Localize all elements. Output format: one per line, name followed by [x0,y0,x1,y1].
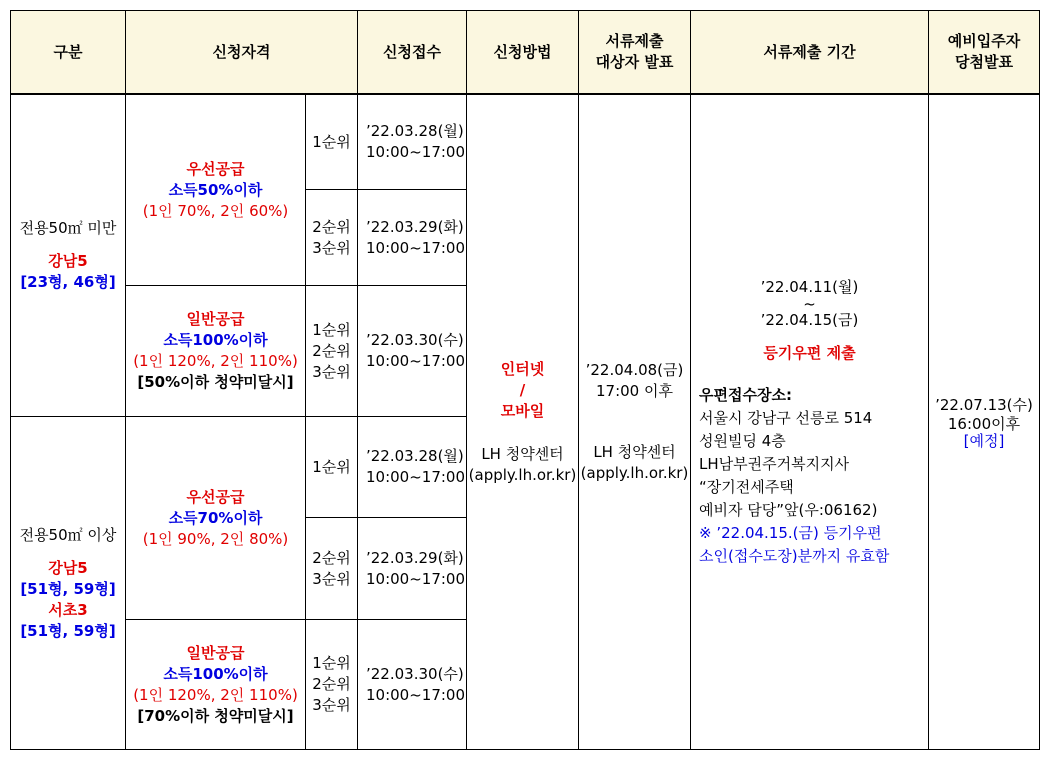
reception-date: ’22.03.30(수) [366,331,464,349]
rank-label: 2순위 [312,341,351,360]
doc-period-addr2: 성원빌딩 4층 [699,431,786,450]
group2-general-note: (1인 120%, 2인 110%) [133,685,298,704]
header-doc-target-line1: 서류제출 [605,32,664,50]
column-divider-line [578,10,579,750]
group-divider-line [10,416,467,417]
doc-period-start: ’22.04.11(월) [760,277,859,296]
rank-divider-line [306,517,467,518]
method-mobile: 모바일 [500,401,545,420]
method-cell [467,95,578,749]
header-doc-period-label: 서류제출 기간 [763,42,856,61]
group1-general-cell [126,286,305,416]
header-reception [358,11,466,93]
row-divider-line [126,619,467,620]
header-eligibility [126,11,357,93]
header-doc-period [691,11,928,93]
row-divider-line [126,285,467,286]
reception-time: 10:00~17:00 [366,569,466,588]
winner-date: ’22.07.13(수) [935,395,1033,414]
method-center: LH 청약센터 [481,444,564,463]
winner-status: [예정] [963,431,1005,450]
group1-priority-rank1 [306,95,357,189]
doc-period-end: ’22.04.15(금) [760,310,859,329]
reception-time: 10:00~17:00 [366,143,466,161]
doc-period-place-label: 우편접수장소: [699,385,792,404]
winner-time: 16:00이후 [947,414,1021,433]
doc-target-time: 17:00 이후 [596,382,673,400]
group1-types: [23형, 46형] [20,273,116,291]
reception-date: ’22.03.29(화) [366,548,464,567]
method-url: (apply.lh.or.kr) [468,465,577,484]
group1-priority-cell [126,95,305,285]
doc-period-addr5: 예비자 담당”앞(우:06162) [699,500,878,519]
group2-priority-title: 우선공급 [186,487,245,506]
doc-period-addr3: LH남부권주거복지지사 [699,454,850,473]
group2-general-title: 일반공급 [186,643,245,662]
reception-time: 10:00~17:00 [366,468,466,486]
group1-category-cell [11,95,125,416]
group1-priority-note: (1인 70%, 2인 60%) [142,201,289,220]
method-slash: / [519,380,526,399]
reception-date: ’22.03.30(수) [366,664,464,683]
group2-general-ranks [306,620,357,749]
group2-complex2: 서초3 [48,600,88,619]
header-eligibility-label: 신청자격 [212,42,271,61]
rank-label: 3순위 [312,238,351,257]
doc-target-date: ’22.04.08(금) [585,361,684,379]
group1-complex: 강남5 [48,252,88,270]
group1-priority-rank1-date [358,95,466,189]
reception-time: 10:00~17:00 [366,238,466,257]
group1-priority-income: 소득50%이하 [168,180,263,199]
doc-period-addr4: “장기전세주택 [699,477,794,496]
header-doc-target [579,11,690,93]
group2-category-cell [11,417,125,749]
header-divider-line [10,93,1040,95]
rank-divider-line [306,189,467,190]
table-border-bottom [10,749,1040,750]
group2-priority-rank23 [306,518,357,619]
group1-general-note2: [50%이하 청약미달시] [137,373,294,391]
group2-size: 전용50㎡ 이상 [19,525,117,544]
group1-general-ranks [306,286,357,416]
rank-label: 3순위 [312,569,351,588]
header-doc-target-line2: 대상자 발표 [595,53,674,71]
header-method [467,11,578,93]
doc-target-url: (apply.lh.or.kr) [580,464,689,482]
header-winner [929,11,1039,93]
header-reception-label: 신청접수 [383,42,441,61]
doc-period-address-block [691,384,928,568]
rank-label: 2순위 [312,217,351,236]
group2-priority-income: 소득70%이하 [168,508,263,527]
doc-period-addr1: 서울시 강남구 선릉로 514 [699,408,873,427]
group2-complex1: 강남5 [48,558,88,577]
header-winner-line2: 당첨발표 [955,53,1013,71]
winner-cell [929,95,1039,749]
group2-types1: [51형, 59형] [20,579,116,598]
group2-general-note2: [70%이하 청약미달시] [137,706,294,725]
group1-general-income: 소득100%이하 [163,331,268,349]
header-category-label: 구분 [53,42,83,61]
group2-general-cell [126,620,305,749]
rank-label: 3순위 [312,362,351,381]
doc-period-tilde: ~ [803,294,816,313]
doc-target-center: LH 청약센터 [593,443,676,461]
doc-period-mail: 등기우편 제출 [763,343,856,362]
rank-label: 2순위 [312,548,351,567]
table-border-right [1039,10,1040,750]
group2-priority-cell [126,417,305,619]
doc-period-notice2: 소인(접수도장)분까지 유효함 [699,546,890,565]
group2-priority-rank1-date [358,417,466,517]
column-divider-line [125,10,126,750]
table-border-top [10,10,1040,11]
group1-size: 전용50㎡ 미만 [19,219,117,237]
column-divider-line [466,10,467,750]
rank-label: 3순위 [312,696,351,714]
rank-label: 1순위 [312,132,351,151]
rank-label: 1순위 [312,654,351,672]
group2-priority-note: (1인 90%, 2인 80%) [142,529,289,548]
column-divider-line [928,10,929,750]
column-divider-line [357,10,358,750]
header-winner-line1: 예비입주자 [947,32,1021,50]
reception-date: ’22.03.28(월) [366,447,464,465]
group2-types2: [51형, 59형] [20,621,116,640]
group1-general-date [358,286,466,416]
rank-label: 2순위 [312,675,351,693]
header-category [11,11,125,93]
reception-date: ’22.03.29(화) [366,217,464,236]
group1-priority-rank23 [306,190,357,285]
group2-priority-rank1 [306,417,357,517]
doc-period-notice1: ※ ’22.04.15.(금) 등기우편 [699,523,882,542]
group2-general-date [358,620,466,749]
group2-priority-rank23-date [358,518,466,619]
column-divider-line [690,10,691,750]
group1-priority-rank23-date [358,190,466,285]
rank-label: 1순위 [312,320,351,339]
doc-period-cell [691,95,928,749]
reception-date: ’22.03.28(월) [366,122,464,140]
group2-general-income: 소득100%이하 [163,664,268,683]
group1-priority-title: 우선공급 [186,159,245,178]
column-divider-line [305,94,306,750]
group1-general-title: 일반공급 [186,310,245,328]
header-method-label: 신청방법 [493,42,552,61]
reception-time: 10:00~17:00 [366,352,466,370]
group1-general-note: (1인 120%, 2인 110%) [133,352,298,370]
rank-label: 1순위 [312,457,351,476]
doc-target-cell [579,95,690,749]
reception-time: 10:00~17:00 [366,685,466,704]
method-internet: 인터넷 [500,359,545,378]
table-border-left [10,10,11,750]
